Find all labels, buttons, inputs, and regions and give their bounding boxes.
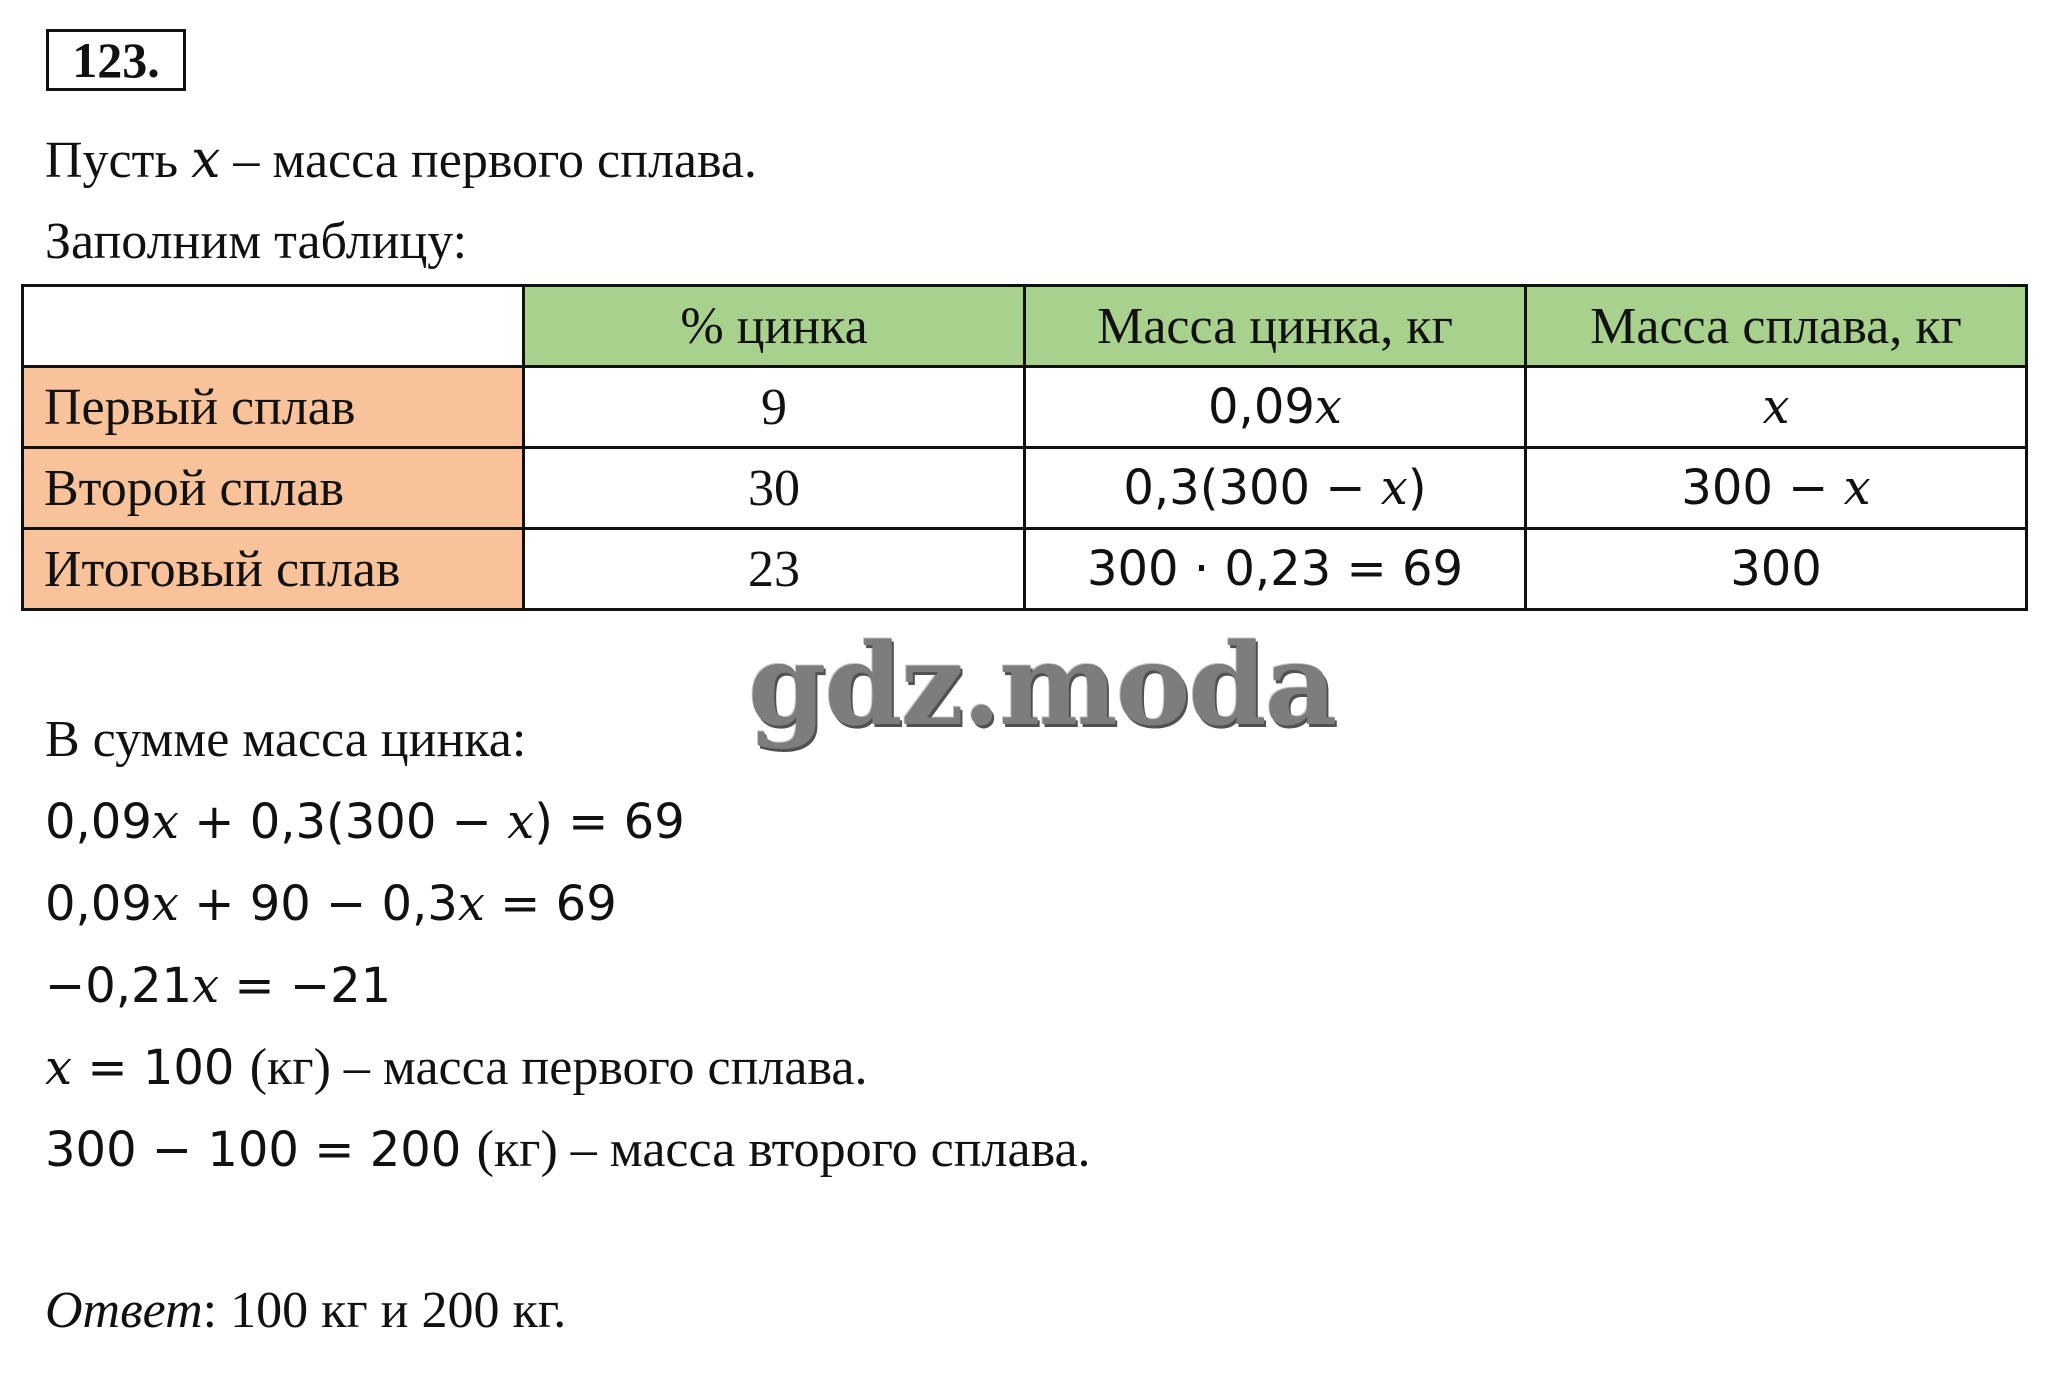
eq5-text: (кг) – масса второго сплава. — [476, 1121, 1091, 1178]
eq2-part-c: = 69 — [484, 876, 617, 932]
eq1-part-c: ) = 69 — [534, 794, 685, 850]
cell-zinc-mass-tail: ) — [1407, 460, 1427, 516]
cell-zinc-mass — [1025, 367, 1526, 448]
eq5-part-a: 300 − 100 = 200 — [45, 1122, 477, 1178]
table-row — [23, 529, 2027, 610]
cell-zinc-mass-var: x — [1380, 460, 1408, 516]
eq1-part-b: + 0,3(300 − — [178, 794, 508, 850]
eq4-part-a: = 100 — [72, 1040, 250, 1096]
cell-zinc-mass-num: 0,3(300 − — [1123, 460, 1381, 516]
cell-alloy-mass-num: 300 − — [1681, 460, 1844, 516]
answer-line — [45, 1279, 566, 1343]
sum-label: В сумме масса цинка: — [45, 711, 527, 768]
row-label-second-alloy: Второй сплав — [23, 448, 524, 529]
eq3-part-b: = −21 — [219, 958, 392, 1014]
eq2-part-a: 0,09 — [45, 876, 152, 932]
cell-alloy-mass-var: x — [1762, 379, 1790, 435]
cell-zinc-mass — [1025, 448, 1526, 529]
cell-alloy-mass-var: x — [1843, 460, 1871, 516]
cell-percent: 23 — [524, 529, 1025, 610]
equation-3 — [45, 954, 391, 1018]
alloys-table — [21, 284, 2028, 611]
watermark-logo: gdz.moda — [748, 620, 1336, 751]
cell-zinc-mass-num: 300 · 0,23 = 69 — [1086, 541, 1464, 597]
answer-text: : 100 кг и 200 кг. — [202, 1282, 567, 1339]
row-label-total-alloy: Итоговый сплав — [23, 529, 524, 610]
eq2-part-b: + 90 − 0,3 — [178, 876, 458, 932]
problem-number: 123. — [46, 29, 186, 91]
table-corner-cell — [23, 286, 524, 367]
eq3-part-a: −0,21 — [45, 958, 193, 1014]
table-row — [23, 367, 2027, 448]
cell-alloy-mass — [1526, 367, 2027, 448]
eq4-var-1: x — [45, 1040, 73, 1096]
intro-fill-table: Заполним таблицу: — [45, 213, 468, 270]
cell-alloy-mass — [1526, 529, 2027, 610]
equation-5 — [45, 1118, 1091, 1182]
eq1-var-1: x — [151, 794, 179, 850]
cell-percent: 9 — [524, 367, 1025, 448]
cell-zinc-mass-num: 0,09 — [1208, 379, 1315, 435]
cell-zinc-mass — [1025, 529, 1526, 610]
header-zinc-mass: Масса цинка, кг — [1025, 286, 1526, 367]
row-label-first-alloy: Первый сплав — [23, 367, 524, 448]
eq1-part-a: 0,09 — [45, 794, 152, 850]
cell-alloy-mass-num: 300 — [1730, 541, 1822, 597]
intro-let-prefix: Пусть — [45, 132, 192, 189]
eq2-var-2: x — [457, 876, 485, 932]
equation-4 — [45, 1036, 867, 1100]
equation-2 — [45, 872, 617, 936]
answer-label: Ответ — [45, 1282, 203, 1339]
table-row — [23, 448, 2027, 529]
intro-let-line — [45, 128, 757, 193]
cell-alloy-mass — [1526, 448, 2027, 529]
intro-let-var: x — [191, 130, 221, 190]
eq4-text: (кг) – масса первого сплава. — [249, 1039, 868, 1096]
cell-percent: 30 — [524, 448, 1025, 529]
eq3-var-1: x — [192, 958, 220, 1014]
eq2-var-1: x — [151, 876, 179, 932]
header-alloy-mass: Масса сплава, кг — [1526, 286, 2027, 367]
equation-1 — [45, 790, 685, 854]
header-percent-zinc: % цинка — [524, 286, 1025, 367]
intro-let-suffix: – масса первого сплава. — [220, 132, 757, 189]
table-header-row — [23, 286, 2027, 367]
cell-zinc-mass-var: x — [1314, 379, 1342, 435]
eq1-var-2: x — [507, 794, 535, 850]
